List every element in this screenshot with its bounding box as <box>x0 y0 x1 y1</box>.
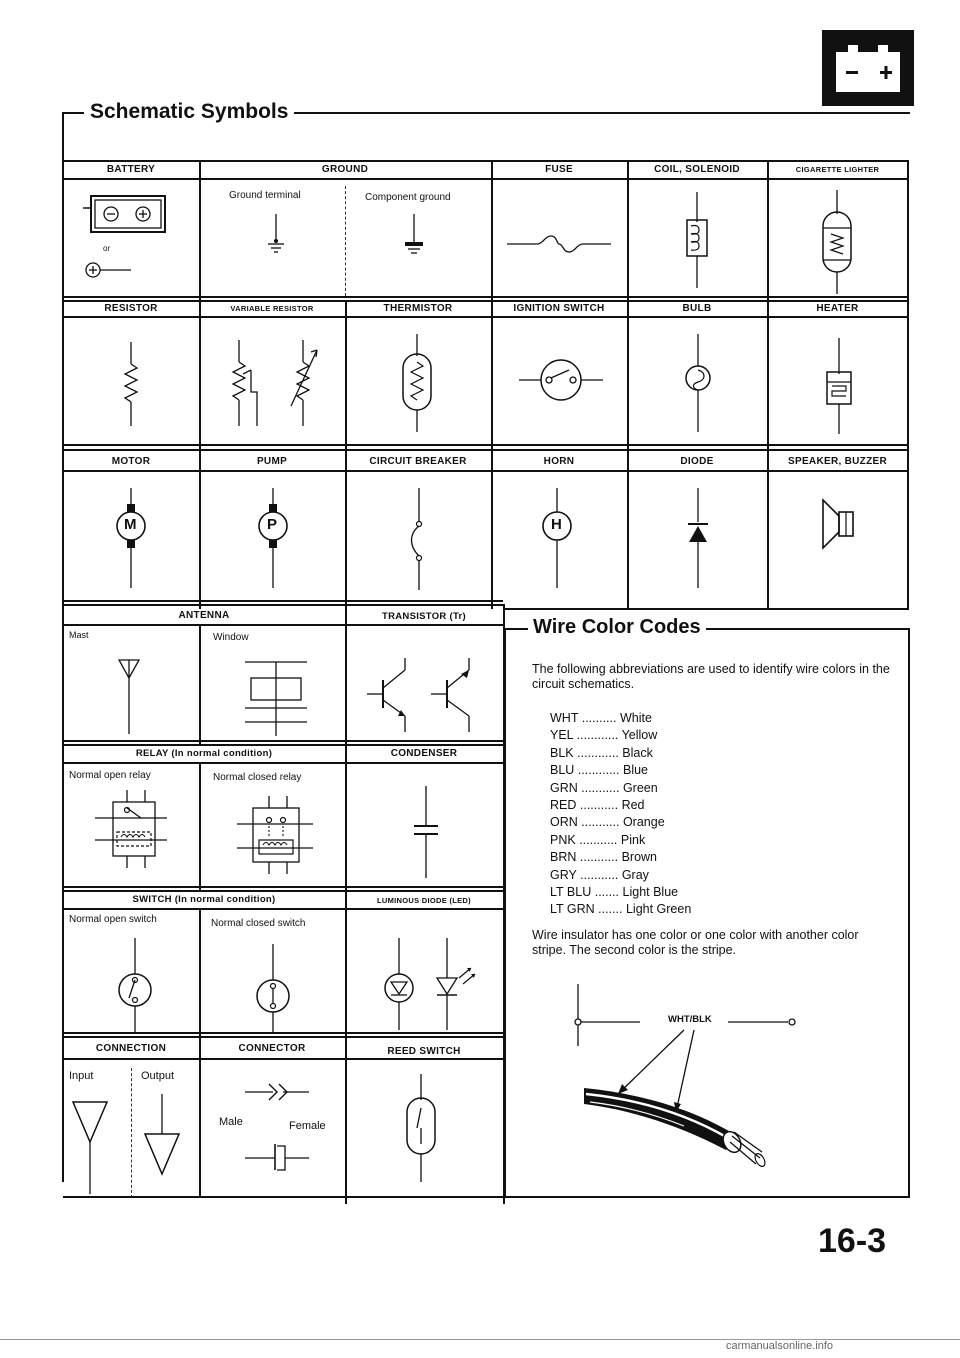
label-normal-closed-relay: Normal closed relay <box>213 772 302 783</box>
normal-open-switch-symbol <box>115 938 155 1039</box>
label-speaker-buzzer: SPEAKER, BUZZER <box>788 456 887 467</box>
label-female: Female <box>289 1120 326 1132</box>
pump-letter: P <box>267 516 278 533</box>
window-antenna-symbol <box>241 652 311 747</box>
label-input: Input <box>69 1070 94 1082</box>
page-title: Schematic Symbols <box>84 100 294 124</box>
ground-terminal-symbol <box>261 214 291 269</box>
wire-code-row: LT GRN ....... Light Green <box>550 902 692 917</box>
label-output: Output <box>141 1070 175 1082</box>
label-window: Window <box>213 632 249 643</box>
wire-label: WHT/BLK <box>668 1014 712 1025</box>
speaker-buzzer-symbol <box>819 494 863 559</box>
cigarette-lighter-symbol <box>815 190 859 299</box>
wire-code-row: BLK ............ Black <box>550 745 653 760</box>
label-component-ground: Component ground <box>365 192 451 203</box>
wire-code-row: ORN ........... Orange <box>550 815 665 830</box>
label-normal-closed-switch: Normal closed switch <box>211 918 306 929</box>
wire-code-row: YEL ............ Yellow <box>550 728 658 743</box>
label-transistor: TRANSISTOR (Tr) <box>381 611 467 622</box>
connector-pin-symbol <box>239 1138 309 1183</box>
wire-color-codes-title: Wire Color Codes <box>528 616 706 639</box>
mast-antenna-symbol <box>117 656 141 741</box>
label-heater: HEATER <box>816 303 859 314</box>
label-connection: CONNECTION <box>95 1043 167 1054</box>
label-diode: DIODE <box>680 456 714 467</box>
label-led: LUMINOUS DIODE (LED) <box>377 896 471 905</box>
label-condenser: CONDENSER <box>390 748 458 759</box>
condenser-symbol <box>411 786 441 885</box>
label-circuit-breaker: CIRCUIT BREAKER <box>369 456 467 467</box>
normal-closed-relay-symbol <box>233 796 317 881</box>
fuse-symbol <box>507 230 611 265</box>
wire-code-row: GRN ........... Green <box>550 780 658 795</box>
horn-symbol <box>539 488 575 597</box>
label-bulb: BULB <box>682 303 712 314</box>
thermistor-symbol <box>395 334 439 439</box>
reed-switch-symbol <box>399 1074 443 1189</box>
wire-color-list <box>550 710 850 919</box>
connector-symbol <box>239 1072 309 1117</box>
coil-solenoid-symbol <box>677 192 717 297</box>
wire-code-row: GRY ........... Gray <box>550 867 649 882</box>
battery-or: or <box>103 244 111 253</box>
label-cigarette-lighter: CIGARETTE LIGHTER <box>795 165 880 174</box>
motor-symbol <box>113 488 149 597</box>
motor-letter: M <box>124 516 137 533</box>
label-relay: RELAY (In normal condition) <box>135 748 273 759</box>
heater-symbol <box>819 338 859 443</box>
wire-code-row: LT BLU ....... Light Blue <box>550 885 679 900</box>
wire-color-note: Wire insulator has one color or one color with another color stripe. The second color is the stripe. <box>532 928 859 957</box>
output-connection-symbol <box>143 1094 183 1199</box>
variable-resistor-symbol <box>221 340 331 435</box>
circuit-breaker-symbol <box>407 488 431 597</box>
label-connector: CONNECTOR <box>238 1043 306 1054</box>
label-male: Male <box>219 1116 243 1128</box>
label-fuse: FUSE <box>545 164 573 175</box>
battery-symbol <box>83 190 183 295</box>
wire-color-codes-panel <box>504 616 910 1198</box>
label-antenna: ANTENNA <box>178 610 230 621</box>
label-battery: BATTERY <box>106 164 156 175</box>
label-pump: PUMP <box>256 456 288 467</box>
transistor-symbol <box>361 656 491 741</box>
label-reed-switch: REED SWITCH <box>387 1046 461 1057</box>
wire-illustration <box>564 984 894 1199</box>
battery-section-icon <box>822 30 914 106</box>
wire-code-row: RED ........... Red <box>550 798 645 813</box>
page-number: 16-3 <box>818 1222 887 1260</box>
label-horn: HORN <box>543 456 575 467</box>
left-rule-top <box>62 112 84 114</box>
normal-open-relay-symbol <box>91 790 171 875</box>
ignition-switch-symbol <box>519 356 603 411</box>
label-motor: MOTOR <box>111 456 151 467</box>
pump-symbol <box>255 488 291 597</box>
wire-code-row: WHT .......... White <box>550 711 652 725</box>
horn-letter: H <box>551 516 562 533</box>
label-ground-terminal: Ground terminal <box>229 190 301 201</box>
normal-closed-switch-symbol <box>253 944 293 1045</box>
wire-code-row: BLU ............ Blue <box>550 763 649 778</box>
label-normal-open-relay: Normal open relay <box>69 770 151 781</box>
label-normal-open-switch: Normal open switch <box>69 914 157 925</box>
component-ground-symbol <box>399 214 429 269</box>
wire-color-intro: The following abbreviations are used to identify wire colors in the circuit schematics. <box>532 662 890 691</box>
label-coil-solenoid: COIL, SOLENOID <box>654 164 740 175</box>
diode-symbol <box>685 488 711 597</box>
label-variable-resistor: VARIABLE RESISTOR <box>230 304 314 313</box>
label-thermistor: THERMISTOR <box>383 303 453 314</box>
label-switch: SWITCH (In normal condition) <box>132 894 276 905</box>
footer-watermark: carmanualsonline.info <box>726 1340 834 1352</box>
resistor-symbol <box>121 342 141 431</box>
label-resistor: RESISTOR <box>104 303 158 314</box>
wire-code-row: BRN ........... Brown <box>550 850 658 865</box>
label-mast: Mast <box>69 630 89 640</box>
input-connection-symbol <box>71 1098 111 1203</box>
label-ignition-switch: IGNITION SWITCH <box>513 303 605 314</box>
label-ground: GROUND <box>321 164 369 175</box>
led-symbol <box>375 938 485 1039</box>
bulb-symbol <box>681 334 715 439</box>
wire-code-row: PNK ........... Pink <box>550 832 646 847</box>
